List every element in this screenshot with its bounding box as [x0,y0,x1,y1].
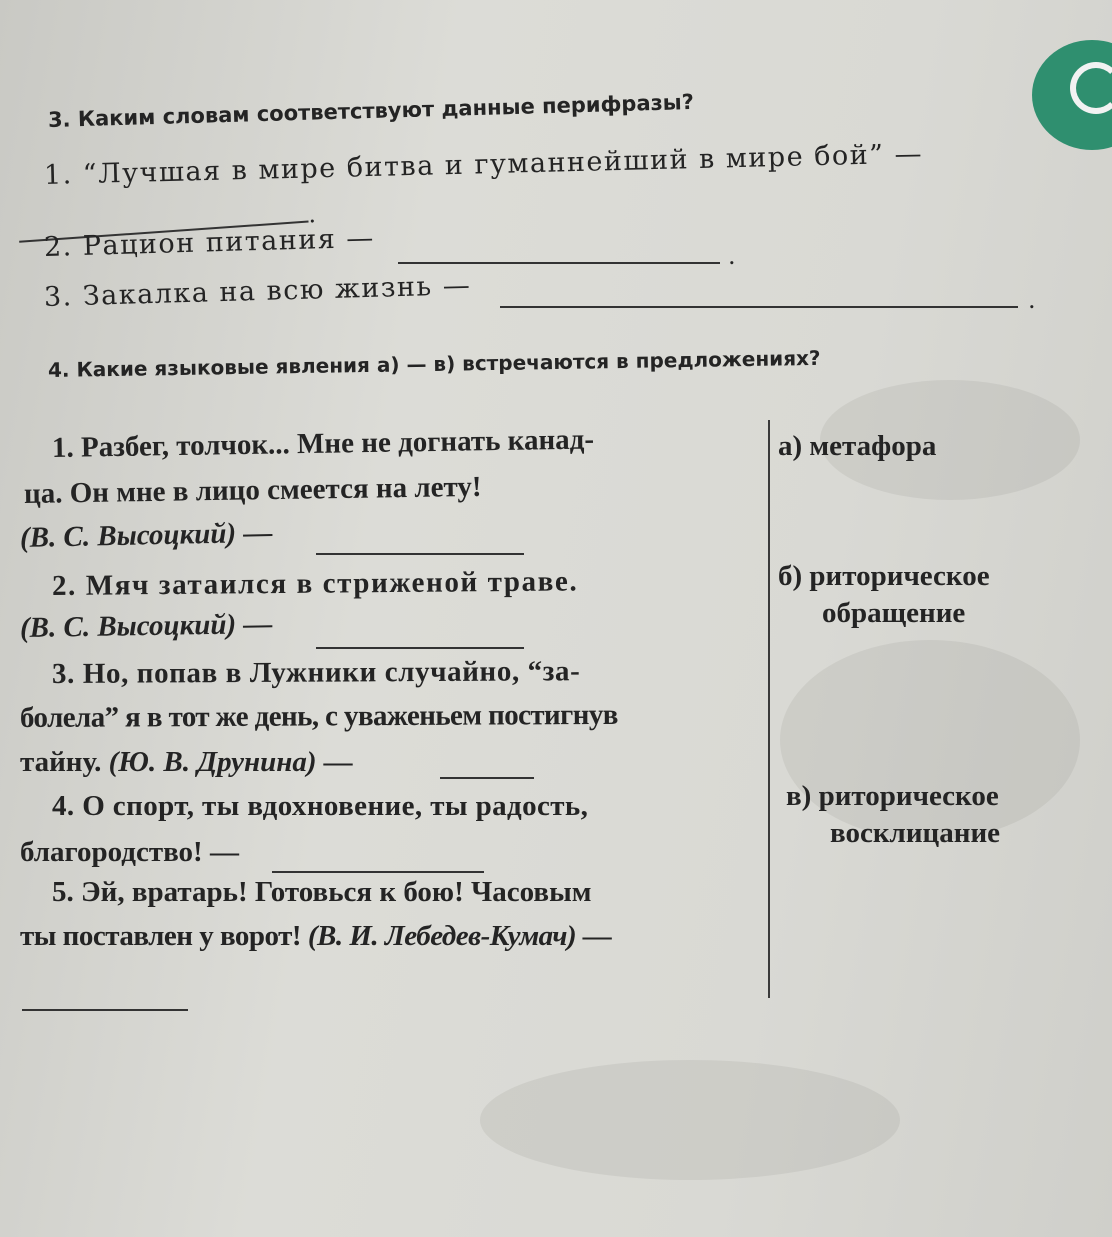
task-3-item-2-answer-blank[interactable]: . [398,242,736,270]
sentence-4-line-1: 4. О спорт, ты вдохновение, ты радость, [52,790,589,822]
sentence-1-line-2: ца. Он мне в лицо смеется на лету! [23,470,482,510]
sentence-1-answer-blank[interactable] [316,540,524,559]
task-3-item-2: 2. Рацион питания — [43,222,376,263]
column-divider [768,420,770,998]
sentence-2-author: (В. С. Высоцкий) — [19,608,273,644]
sentence-3-line-3: тайну. (Ю. В. Друнина) — [20,746,353,778]
sentence-5-answer-blank[interactable] [22,996,188,1015]
sentence-1-author: (В. С. Высоцкий) — [19,516,273,554]
sentence-5-line-1: 5. Эй, вратарь! Готовься к бою! Часовым [52,876,592,908]
task-3-header: 3. Каким словам соответствуют данные перифразы? [47,89,695,132]
task-4-header: 4. Какие языковые явления а) — в) встречаются в предложениях? [47,345,821,382]
task-3-item-1-answer-blank[interactable]: . [18,200,317,249]
sentence-1-line-1: 1. Разбег, толчок... Мне не догнать канад- [51,423,595,464]
sentence-4-answer-blank[interactable] [272,858,484,877]
sentence-2-line-1: 2. Мяч затаился в стриженой траве. [51,565,579,602]
sentence-2-answer-blank[interactable] [316,634,524,653]
option-c: в) риторическое восклицание [786,780,1001,849]
option-a: а) метафора [778,430,937,462]
sentence-3-line-2: болела” я в тот же день, с уваженьем постигнув [19,698,618,734]
task-3-item-1: 1. “Лучшая в мире битва и гуманнейший в мире бой” — [43,138,924,191]
option-b: б) риторическое обращение [778,560,990,629]
sentence-3-answer-blank[interactable] [440,764,534,783]
task-3-item-3: 3. Закалка на всю жизнь — [43,270,472,313]
sentence-5-line-2: ты поставлен у ворот! (В. И. Лебедев-Кумач) — [20,920,612,952]
sentence-3-line-1: 3. Но, попав в Лужники случайно, “за- [51,655,581,690]
task-3-item-3-answer-blank[interactable]: . [500,286,1036,314]
sentence-4-line-2: благородство! — [20,836,239,868]
